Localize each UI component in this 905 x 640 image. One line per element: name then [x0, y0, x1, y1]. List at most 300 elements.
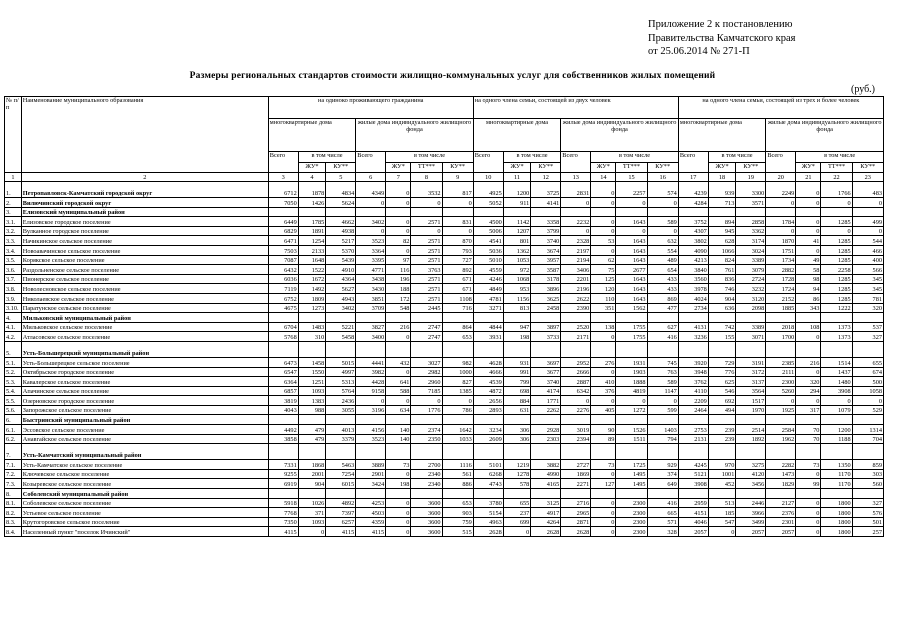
value-cell: 655 — [503, 498, 531, 508]
value-cell: 0 — [796, 332, 821, 342]
value-cell: 0 — [796, 396, 821, 406]
value-cell: 3523 — [356, 434, 386, 444]
header-num: № п/п — [5, 97, 22, 173]
value-cell: 4441 — [356, 357, 386, 367]
value-cell: 1643 — [616, 293, 647, 303]
value-cell: 70 — [796, 434, 821, 444]
value-cell: 3819 — [268, 396, 298, 406]
value-cell: 947 — [503, 322, 531, 332]
value-cell: 7254 — [326, 469, 356, 479]
value-cell: 2057 — [766, 527, 796, 537]
value-cell: 1892 — [736, 434, 766, 444]
value-cell — [411, 313, 442, 323]
value-cell — [591, 444, 616, 460]
value-cell: 0 — [591, 498, 616, 508]
value-cell: 1170 — [821, 469, 852, 479]
header-total: Всего — [766, 152, 796, 173]
value-cell: 3027 — [411, 357, 442, 367]
value-cell: 198 — [386, 479, 411, 489]
value-cell: 6473 — [268, 357, 298, 367]
value-cell: 4675 — [268, 303, 298, 313]
document-title: Размеры региональных стандартов стоимости жилищно-коммунальных услуг для собственников жилых помещений — [189, 71, 716, 81]
value-cell: 70 — [796, 425, 821, 435]
value-cell: 7350 — [268, 517, 298, 527]
value-cell: 239 — [708, 434, 736, 444]
value-cell: 972 — [503, 265, 531, 275]
value-cell: 1925 — [766, 405, 796, 415]
table-row — [5, 498, 884, 508]
value-cell: 2446 — [736, 498, 766, 508]
value-cell: 3271 — [473, 303, 503, 313]
value-cell: 4253 — [356, 498, 386, 508]
value-cell: 6432 — [268, 265, 298, 275]
value-cell: 2340 — [411, 469, 442, 479]
value-cell: 294 — [796, 386, 821, 396]
value-cell: 859 — [852, 460, 883, 470]
value-cell: 98 — [796, 274, 821, 284]
value-cell: 1888 — [616, 377, 647, 387]
value-cell: 3362 — [736, 226, 766, 236]
value-cell: 4090 — [678, 245, 708, 255]
value-cell: 0 — [386, 217, 411, 227]
value-cell: 634 — [386, 405, 411, 415]
value-cell: 82 — [386, 236, 411, 246]
value-cell: 3763 — [411, 265, 442, 275]
value-cell — [268, 207, 298, 217]
value-cell: 1222 — [821, 303, 852, 313]
value-cell: 5036 — [473, 245, 503, 255]
value-cell — [678, 313, 708, 323]
value-cell — [736, 489, 766, 499]
value-cell — [766, 207, 796, 217]
table-row — [5, 217, 884, 227]
value-cell: 566 — [852, 265, 883, 275]
value-cell: 2258 — [821, 265, 852, 275]
value-cell — [796, 489, 821, 499]
value-cell: 3560 — [678, 274, 708, 284]
value-cell: 1147 — [647, 386, 678, 396]
value-cell: 3725 — [531, 182, 561, 198]
municipality-name: Пионерское сельское поселение — [21, 274, 268, 284]
value-cell: 0 — [411, 396, 442, 406]
value-cell: 2464 — [678, 405, 708, 415]
value-cell: 6471 — [268, 236, 298, 246]
value-cell: 1458 — [298, 357, 326, 367]
value-cell: 345 — [852, 284, 883, 294]
value-cell: 0 — [386, 245, 411, 255]
value-cell: 0 — [442, 198, 473, 208]
column-number: 16 — [647, 173, 678, 182]
value-cell: 6036 — [268, 274, 298, 284]
table-header — [5, 97, 884, 173]
value-cell: 671 — [442, 274, 473, 284]
value-cell: 0 — [386, 182, 411, 198]
value-cell: 125 — [591, 274, 616, 284]
value-cell — [821, 489, 852, 499]
value-cell: 1026 — [298, 498, 326, 508]
value-cell — [647, 415, 678, 425]
value-cell: 1800 — [821, 517, 852, 527]
value-cell — [678, 207, 708, 217]
value-cell: 0 — [386, 332, 411, 342]
value-cell: 7397 — [326, 508, 356, 518]
value-cell: 3674 — [531, 245, 561, 255]
header-ku: КУ** — [326, 163, 356, 173]
column-number: 5 — [326, 173, 356, 182]
table-row — [5, 396, 884, 406]
value-cell: 761 — [708, 265, 736, 275]
value-cell: 1285 — [821, 245, 852, 255]
value-cell: 1755 — [616, 332, 647, 342]
municipality-name: Апачинское сельское поселение — [21, 386, 268, 396]
value-cell: 306 — [503, 434, 531, 444]
value-cell: 400 — [852, 255, 883, 265]
header-total: Всего — [473, 152, 503, 173]
municipality-name: Крутогоровское сельское поселение — [21, 517, 268, 527]
table-row — [5, 293, 884, 303]
value-cell: 2111 — [766, 367, 796, 377]
value-cell: 3762 — [678, 377, 708, 387]
value-cell: 546 — [708, 386, 736, 396]
value-cell: 2300 — [766, 377, 796, 387]
value-cell: 763 — [647, 367, 678, 377]
value-cell: 452 — [708, 479, 736, 489]
header-zhu: ЖУ* — [796, 163, 821, 173]
value-cell — [473, 341, 503, 357]
value-cell: 3523 — [356, 236, 386, 246]
value-cell: 2622 — [561, 293, 591, 303]
table-row — [5, 303, 884, 313]
value-cell — [647, 444, 678, 460]
value-cell — [531, 313, 561, 323]
value-cell: 2194 — [561, 255, 591, 265]
table-row — [5, 508, 884, 518]
value-cell: 3920 — [678, 357, 708, 367]
value-cell — [708, 207, 736, 217]
value-cell — [298, 489, 326, 499]
value-cell: 4910 — [326, 265, 356, 275]
value-cell — [616, 415, 647, 425]
value-cell: 4307 — [678, 226, 708, 236]
value-cell: 2666 — [561, 367, 591, 377]
value-cell: 1278 — [503, 469, 531, 479]
value-cell — [591, 489, 616, 499]
value-cell: 0 — [616, 198, 647, 208]
value-cell: 3178 — [531, 274, 561, 284]
value-cell — [298, 415, 326, 425]
value-cell — [386, 415, 411, 425]
value-cell: 320 — [852, 303, 883, 313]
value-cell: 2390 — [561, 303, 591, 313]
municipality-name: Населенный пункт "поселок Ичинский" — [21, 527, 268, 537]
value-cell: 1643 — [616, 245, 647, 255]
value-cell: 548 — [386, 303, 411, 313]
value-cell: 2609 — [473, 434, 503, 444]
municipality-name: Октябрьское городское поселение — [21, 367, 268, 377]
value-cell: 3740 — [531, 377, 561, 387]
value-cell: 466 — [852, 245, 883, 255]
value-cell: 1962 — [766, 434, 796, 444]
value-cell: 3966 — [736, 508, 766, 518]
value-cell: 2982 — [411, 367, 442, 377]
value-cell: 1643 — [616, 236, 647, 246]
municipality-name: Раздольненское сельское поселение — [21, 265, 268, 275]
value-cell: 6712 — [268, 182, 298, 198]
value-cell: 3389 — [736, 255, 766, 265]
value-cell: 4628 — [473, 357, 503, 367]
row-number: 3.2. — [5, 226, 22, 236]
value-cell: 0 — [766, 396, 796, 406]
value-cell — [356, 207, 386, 217]
value-cell: 1058 — [852, 386, 883, 396]
value-cell: 5006 — [473, 226, 503, 236]
header-zhu: ЖУ* — [298, 163, 326, 173]
value-cell: 3174 — [736, 236, 766, 246]
header-mkd-2: многоквартирные дома — [473, 119, 561, 152]
value-cell: 2328 — [561, 236, 591, 246]
value-cell: 1170 — [821, 479, 852, 489]
value-cell: 653 — [442, 498, 473, 508]
value-cell: 345 — [852, 274, 883, 284]
value-cell: 529 — [852, 405, 883, 415]
value-cell: 2901 — [356, 469, 386, 479]
value-cell: 3402 — [356, 217, 386, 227]
row-number: 1. — [5, 182, 22, 198]
value-cell: 561 — [442, 469, 473, 479]
value-cell: 776 — [708, 367, 736, 377]
value-cell: 904 — [298, 479, 326, 489]
value-cell: 698 — [503, 386, 531, 396]
header-zhu: ЖУ* — [591, 163, 616, 173]
row-number: 4. — [5, 313, 22, 323]
value-cell: 2571 — [411, 293, 442, 303]
column-number: 20 — [766, 173, 796, 182]
table-row — [5, 245, 884, 255]
value-cell: 216 — [796, 357, 821, 367]
value-cell: 2965 — [561, 508, 591, 518]
value-cell: 4781 — [473, 293, 503, 303]
value-cell: 2276 — [561, 405, 591, 415]
value-cell: 196 — [386, 274, 411, 284]
value-cell: 310 — [298, 332, 326, 342]
value-cell: 327 — [852, 498, 883, 508]
value-cell: 1426 — [298, 198, 326, 208]
value-cell: 674 — [852, 367, 883, 377]
value-cell: 759 — [442, 517, 473, 527]
value-cell: 2131 — [678, 434, 708, 444]
value-cell: 911 — [503, 198, 531, 208]
value-cell: 2571 — [411, 284, 442, 294]
value-cell: 4819 — [616, 386, 647, 396]
value-cell — [531, 415, 561, 425]
value-cell: 3379 — [326, 434, 356, 444]
municipality-name: Усть-Камчатское сельское поселение — [21, 460, 268, 470]
value-cell: 1800 — [821, 508, 852, 518]
value-cell: 1079 — [821, 405, 852, 415]
row-number: 3.7. — [5, 274, 22, 284]
value-cell: 0 — [386, 396, 411, 406]
value-cell: 6547 — [268, 367, 298, 377]
value-cell — [796, 207, 821, 217]
value-cell: 1093 — [298, 386, 326, 396]
value-cell: 665 — [647, 508, 678, 518]
column-number: 13 — [561, 173, 591, 182]
value-cell: 0 — [591, 396, 616, 406]
value-cell: 2394 — [561, 434, 591, 444]
value-cell: 1495 — [616, 469, 647, 479]
value-cell: 0 — [796, 498, 821, 508]
value-cell: 1643 — [616, 284, 647, 294]
value-cell — [591, 415, 616, 425]
header-tt: ТТ*** — [821, 163, 852, 173]
value-cell: 371 — [298, 508, 326, 518]
value-cell: 58 — [796, 265, 821, 275]
value-cell: 3532 — [411, 182, 442, 198]
value-cell: 864 — [442, 322, 473, 332]
value-cell: 5463 — [326, 460, 356, 470]
column-number: 14 — [591, 173, 616, 182]
value-cell: 1562 — [616, 303, 647, 313]
value-cell: 0 — [647, 198, 678, 208]
value-cell: 0 — [852, 396, 883, 406]
value-cell: 641 — [386, 377, 411, 387]
value-cell: 3740 — [531, 236, 561, 246]
value-cell: 3236 — [678, 332, 708, 342]
value-cell: 2882 — [766, 265, 796, 275]
value-cell: 945 — [708, 226, 736, 236]
value-cell: 303 — [852, 469, 883, 479]
value-cell: 2571 — [411, 217, 442, 227]
value-cell: 982 — [442, 357, 473, 367]
municipality-name: Устьевое сельское поселение — [21, 508, 268, 518]
value-cell: 3799 — [531, 226, 561, 236]
value-cell: 2656 — [473, 396, 503, 406]
value-cell: 786 — [442, 405, 473, 415]
value-cell — [503, 341, 531, 357]
value-cell: 0 — [591, 527, 616, 537]
value-cell: 2300 — [616, 498, 647, 508]
municipality-name: Новолесновское сельское поселение — [21, 284, 268, 294]
value-cell — [356, 341, 386, 357]
value-cell — [647, 341, 678, 357]
value-cell: 2727 — [561, 460, 591, 470]
value-cell: 1473 — [766, 469, 796, 479]
value-cell: 140 — [386, 434, 411, 444]
header-zhu: ЖУ* — [503, 163, 531, 173]
value-cell: 499 — [852, 217, 883, 227]
value-cell: 1755 — [616, 322, 647, 332]
value-cell: 1800 — [821, 498, 852, 508]
table-row — [5, 527, 884, 537]
value-cell: 6829 — [268, 226, 298, 236]
value-cell: 2571 — [411, 255, 442, 265]
value-cell: 127 — [591, 479, 616, 489]
value-cell: 0 — [591, 332, 616, 342]
value-cell: 0 — [591, 367, 616, 377]
value-cell — [708, 313, 736, 323]
value-cell — [298, 444, 326, 460]
value-cell: 827 — [442, 377, 473, 387]
value-cell: 0 — [561, 396, 591, 406]
value-cell: 257 — [852, 527, 883, 537]
value-cell — [766, 489, 796, 499]
value-cell: 2571 — [411, 236, 442, 246]
value-cell: 0 — [796, 517, 821, 527]
column-number: 7 — [386, 173, 411, 182]
value-cell: 0 — [591, 517, 616, 527]
row-number: 2. — [5, 198, 22, 208]
value-cell: 416 — [647, 498, 678, 508]
value-cell: 4151 — [678, 508, 708, 518]
row-number: 5.1. — [5, 357, 22, 367]
value-cell: 73 — [591, 460, 616, 470]
value-cell — [503, 444, 531, 460]
value-cell — [678, 415, 708, 425]
value-cell: 2747 — [411, 322, 442, 332]
row-number: 8.4. — [5, 527, 22, 537]
value-cell: 1285 — [821, 293, 852, 303]
value-cell: 813 — [503, 303, 531, 313]
value-cell: 500 — [852, 377, 883, 387]
header-total: Всего — [356, 152, 386, 173]
value-cell: 817 — [442, 182, 473, 198]
value-cell: 649 — [647, 479, 678, 489]
value-cell — [442, 489, 473, 499]
header-group-2: на одного члена семьи, состоящей из двух человек — [473, 97, 678, 119]
value-cell: 5260 — [766, 386, 796, 396]
value-cell: 4559 — [473, 265, 503, 275]
municipality-name: Ключевское сельское поселение — [21, 469, 268, 479]
value-cell: 4844 — [473, 322, 503, 332]
value-cell: 2300 — [616, 517, 647, 527]
column-number: 11 — [503, 173, 531, 182]
value-cell: 2747 — [411, 332, 442, 342]
value-cell: 433 — [647, 284, 678, 294]
table-row — [5, 517, 884, 527]
value-cell — [356, 415, 386, 425]
value-cell: 9255 — [268, 469, 298, 479]
value-cell — [821, 207, 852, 217]
value-cell — [473, 207, 503, 217]
value-cell: 1200 — [503, 182, 531, 198]
value-cell: 894 — [708, 217, 736, 227]
row-number: 3.9. — [5, 293, 22, 303]
column-number: 1 — [5, 173, 22, 182]
value-cell: 0 — [386, 226, 411, 236]
value-cell: 2209 — [678, 396, 708, 406]
value-cell — [561, 341, 591, 357]
value-cell: 0 — [561, 198, 591, 208]
value-cell: 1285 — [821, 255, 852, 265]
value-cell — [852, 415, 883, 425]
value-cell: 781 — [852, 293, 883, 303]
value-cell: 155 — [708, 332, 736, 342]
header-mkd-3: многоквартирные дома — [678, 119, 766, 152]
value-cell: 9158 — [356, 386, 386, 396]
value-cell: 4120 — [736, 469, 766, 479]
value-cell: 0 — [852, 226, 883, 236]
value-cell: 589 — [647, 377, 678, 387]
value-cell: 3406 — [561, 265, 591, 275]
table-row — [5, 332, 884, 342]
value-cell — [647, 207, 678, 217]
value-cell — [386, 444, 411, 460]
value-cell: 90 — [591, 425, 616, 435]
value-cell — [268, 489, 298, 499]
header-izhs-3: жилые дома индивидуального жилищного фонда — [766, 119, 884, 152]
value-cell: 99 — [796, 479, 821, 489]
value-cell: 6342 — [561, 386, 591, 396]
